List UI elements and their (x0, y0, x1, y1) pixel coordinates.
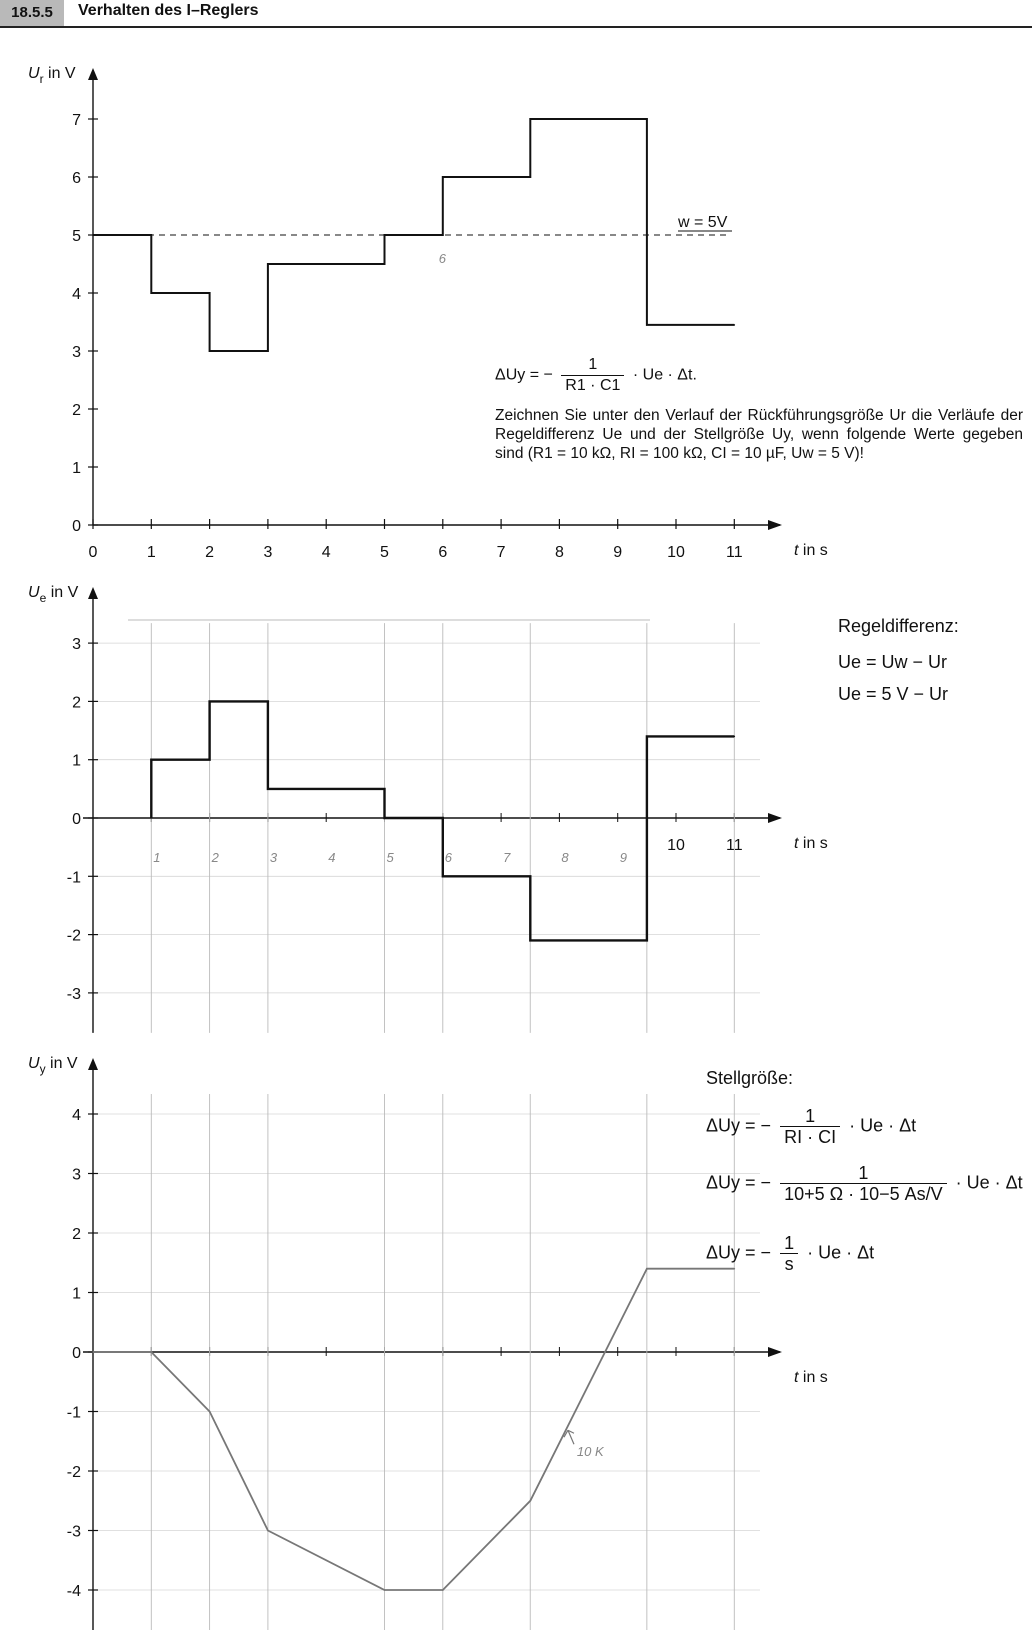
data-point (734, 736, 736, 738)
handwritten-tick-label: 9 (619, 850, 627, 865)
x-tick-label: 7 (496, 544, 506, 561)
x-tick-label: 1 (146, 544, 156, 561)
x-tick-label: 10 (667, 544, 685, 561)
data-point (646, 736, 648, 738)
x-axis-title-symbol: t (794, 542, 799, 559)
y-axis-title-symbol: U (28, 584, 40, 601)
data-point (267, 263, 269, 265)
y-axis-title-symbol: U (28, 1055, 40, 1072)
stell-eq1-denominator: RI · CI (784, 1127, 837, 1147)
data-point (267, 788, 269, 790)
x-axis-title-unit: in s (798, 542, 828, 559)
handwritten-tick-label: 7 (503, 850, 511, 865)
data-point (646, 1268, 648, 1270)
y-tick-label: -1 (66, 869, 81, 887)
handwritten-annotation: 6 (438, 251, 447, 266)
formula-top (495, 355, 697, 396)
x-tick-label: 8 (554, 544, 564, 561)
x-axis-title-symbol: t (794, 835, 799, 852)
y-axis-title-unit: in V (46, 584, 79, 601)
handwritten-tick-label: 8 (561, 850, 569, 865)
y-tick-label: 2 (72, 694, 81, 712)
y-tick-label: 2 (72, 402, 81, 419)
y-tick-label: 3 (72, 636, 81, 654)
data-point (151, 292, 153, 294)
y-tick-label: 1 (72, 460, 81, 477)
stell-eq1-numerator: 1 (780, 1106, 840, 1127)
stell-eq2-fraction (780, 1163, 947, 1204)
y-axis-title-unit: in V (45, 1055, 78, 1072)
data-point (209, 759, 211, 761)
x-axis-arrow (768, 813, 782, 823)
stell-eq1-lhs: ΔUy = − (706, 1115, 772, 1136)
y-tick-label: -2 (66, 1464, 81, 1481)
handwritten-tick-label: 3 (269, 850, 278, 865)
handwritten-annotation: 10 K (576, 1444, 604, 1460)
page-title: Verhalten des I–Reglers (78, 2, 259, 19)
stellgroesse-title: Stellgröße: (706, 1068, 794, 1088)
y-axis-title (28, 65, 76, 86)
x-axis-title-unit: in s (798, 835, 828, 852)
data-point (529, 176, 531, 178)
y-axis-title-unit: in V (43, 65, 76, 82)
x-axis-arrow (768, 520, 782, 530)
x-axis-title-unit: in s (798, 1369, 828, 1386)
data-point (151, 1351, 153, 1353)
y-tick-label: 2 (72, 1226, 81, 1243)
handwritten-tick-label: 5 (386, 850, 394, 865)
data-point (209, 350, 211, 352)
x-tick-label: 6 (438, 544, 448, 561)
data-point (267, 701, 269, 703)
y-axis-title (28, 1055, 78, 1076)
stellgroesse-eq1 (706, 1106, 916, 1147)
y-tick-label: -3 (66, 1523, 81, 1541)
data-point (442, 876, 444, 878)
regeldifferenz-eq2: Ue = 5 V − Ur (838, 684, 949, 704)
setpoint-label: w = 5V (678, 214, 728, 231)
formula-top-denominator: R1 · C1 (565, 377, 621, 394)
stell-eq2-rhs: · Ue · Δt (955, 1172, 1023, 1193)
handwritten-tick-label: 4 (328, 850, 336, 865)
handwritten-tick-label: 6 (444, 850, 453, 865)
data-point (529, 876, 531, 878)
data-point (734, 324, 736, 326)
regeldifferenz-title: Regeldifferenz: (838, 616, 959, 636)
data-point (529, 940, 531, 942)
y-axis-title-subscript: y (39, 1062, 46, 1076)
y-tick-label: -1 (66, 1404, 81, 1422)
data-point (646, 118, 648, 120)
data-point (151, 817, 153, 819)
y-tick-label: -3 (66, 985, 81, 1003)
data-point (442, 1589, 444, 1591)
y-axis-arrow (88, 1058, 98, 1070)
stell-eq1-fraction (780, 1106, 840, 1147)
formula-top-numerator: 1 (561, 355, 624, 376)
data-point (384, 788, 386, 790)
y-axis-title (28, 584, 79, 605)
x-tick-label: 0 (88, 544, 98, 561)
stellgroesse-eq3 (706, 1233, 874, 1274)
y-axis-arrow (88, 68, 98, 80)
data-point (384, 817, 386, 819)
x-axis-arrow (768, 1347, 782, 1357)
stell-eq2-lhs: ΔUy = − (706, 1172, 772, 1193)
formula-top-fraction (561, 355, 624, 396)
y-tick-label: 1 (72, 1285, 81, 1303)
data-point (209, 701, 211, 703)
y-tick-label: 6 (72, 170, 81, 187)
y-tick-label: 7 (72, 112, 81, 129)
x-tick-label: 9 (613, 544, 623, 561)
stell-eq3-rhs: · Ue · Δt (807, 1242, 875, 1263)
data-point (442, 817, 444, 819)
x-tick-label: 2 (205, 544, 215, 561)
data-point (529, 1500, 531, 1502)
x-axis-title-symbol: t (794, 1369, 799, 1386)
regeldifferenz-eq1: Ue = Uw − Ur (838, 652, 948, 672)
stell-eq2-denominator: 10+5 Ω · 10−5 As/V (784, 1184, 943, 1204)
y-tick-label: 0 (72, 1345, 81, 1362)
series-line (93, 1269, 734, 1590)
data-point (209, 1411, 211, 1413)
y-axis-title-subscript: e (39, 591, 47, 605)
x-tick-label: 11 (725, 544, 743, 561)
y-axis-arrow (88, 587, 98, 599)
data-point (384, 263, 386, 265)
handwritten-tick-label: 1 (153, 850, 161, 865)
data-point (529, 118, 531, 120)
stell-eq2-numerator: 1 (780, 1163, 947, 1184)
stell-eq3-denominator: s (784, 1254, 794, 1274)
handwritten-tick-label: 2 (211, 850, 219, 865)
stell-eq1-rhs: · Ue · Δt (849, 1115, 917, 1136)
stell-eq3-numerator: 1 (780, 1233, 798, 1254)
y-tick-label: -2 (66, 927, 81, 945)
formula-top-rhs: · Ue · Δt. (632, 366, 697, 384)
x-tick-label: 10 (667, 837, 685, 854)
task-text: Zeichnen Sie unter den Verlauf der Rückführungsgröße Ur die Verläufe der Regeldifferenz Ue und der Stellgröße Uy, wenn folgende Werte gegeben sind (R1 = 10 kΩ, RI = 100 kΩ, CI = 10 µF, Uw = 5 V)! (495, 407, 1023, 462)
y-tick-label: 1 (72, 752, 81, 770)
x-tick-label: 3 (263, 544, 273, 561)
y-tick-label: 4 (72, 1107, 81, 1124)
x-tick-label: 4 (321, 544, 331, 561)
formula-top-lhs: ΔUy = − (495, 366, 553, 384)
x-axis-title (794, 542, 828, 559)
x-axis-title (794, 835, 828, 852)
y-axis-title-symbol: U (28, 65, 40, 82)
y-tick-label: 4 (72, 286, 81, 303)
y-tick-label: -4 (66, 1583, 81, 1600)
y-tick-label: 3 (72, 344, 81, 361)
data-point (267, 350, 269, 352)
data-point (151, 759, 153, 761)
y-tick-label: 0 (72, 811, 81, 828)
data-point (209, 292, 211, 294)
data-point (646, 324, 648, 326)
y-tick-label: 3 (72, 1166, 81, 1184)
data-point (442, 234, 444, 236)
y-tick-label: 0 (72, 518, 81, 535)
stell-eq3-lhs: ΔUy = − (706, 1242, 772, 1263)
data-point (442, 176, 444, 178)
data-point (384, 1589, 386, 1591)
section-number: 18.5.5 (0, 0, 64, 26)
x-axis-title (794, 1369, 828, 1386)
y-tick-label: 5 (72, 228, 81, 245)
y-axis-title-subscript: r (39, 72, 44, 86)
data-point (267, 1530, 269, 1532)
stellgroesse-eq2 (706, 1163, 1023, 1204)
data-point (646, 940, 648, 942)
data-point (92, 1351, 94, 1353)
stell-eq3-fraction (780, 1233, 798, 1274)
x-tick-label: 11 (725, 837, 743, 854)
x-tick-label: 5 (380, 544, 389, 561)
